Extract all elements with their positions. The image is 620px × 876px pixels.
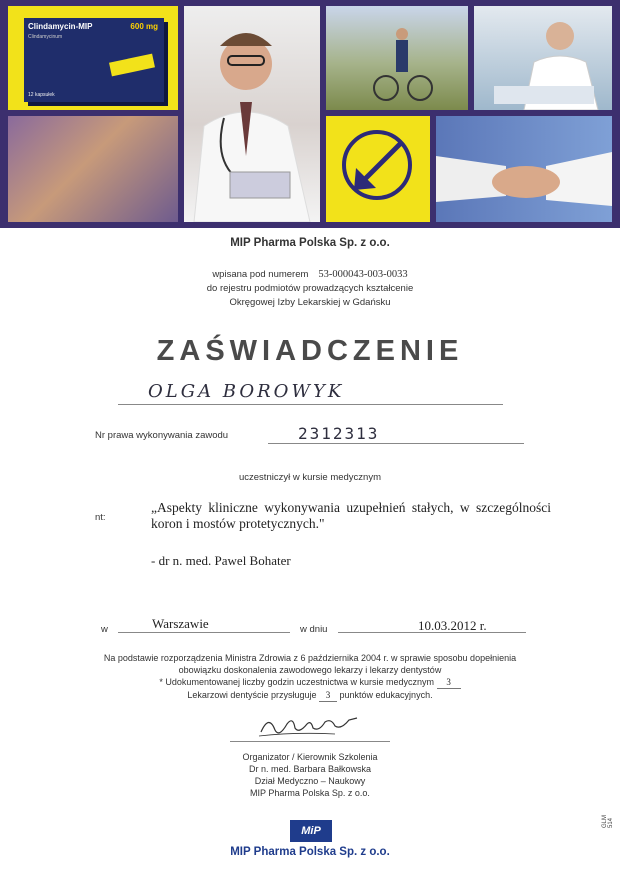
registration-line-2: do rejestru podmiotów prowadzących kształcenie — [206, 283, 414, 294]
points-suffix: punktów edukacyjnych. — [339, 690, 433, 700]
organizer-role: Organizator / Kierownik Szkolenia — [242, 752, 378, 762]
organizer-dept: Dział Medyczno – Naukowy — [254, 776, 366, 786]
organizer-block — [0, 751, 620, 799]
registration-number: 53-000043-003-0033 — [318, 269, 408, 280]
topic-label: nt: — [95, 512, 106, 523]
legal-line-3 — [0, 676, 620, 689]
signature — [255, 710, 365, 740]
points-value: 3 — [319, 689, 337, 702]
certificate-title: ZAŚWIADCZENIE — [156, 335, 464, 367]
family-photo — [8, 116, 178, 222]
place-label: w — [101, 624, 108, 635]
footer-company: MIP Pharma Polska Sp. z o.o. — [230, 846, 390, 858]
city: Warszawie — [152, 616, 209, 631]
date-label: w dniu — [300, 624, 328, 635]
arrow-circle-graphic — [326, 116, 430, 222]
doctor-illustration — [184, 6, 320, 222]
registration-line-1 — [0, 268, 620, 282]
package-substance: Clindamycinum — [28, 34, 63, 40]
handshake-illustration — [436, 116, 612, 222]
registration-block — [0, 268, 620, 310]
license-label: Nr prawa wykonywania zawodu — [95, 430, 229, 441]
handshake-photo — [436, 116, 612, 222]
doctor-photo — [184, 6, 320, 222]
package-count: 12 kapsułek — [28, 92, 55, 98]
hours-value: 3 — [437, 676, 461, 689]
legal-line-4 — [0, 689, 620, 702]
scientist-illustration — [474, 6, 612, 110]
hours-text: * Udokumentowanej liczby godzin uczestnictwa w kursie medycznym — [159, 677, 435, 687]
product-package-photo — [8, 6, 178, 110]
date-underline — [338, 632, 526, 633]
package-dose: 600 mg — [130, 22, 158, 31]
license-number: 2312313 — [298, 424, 380, 443]
signature-line — [230, 741, 390, 742]
medicine-box — [24, 18, 164, 102]
organizer-name: Dr n. med. Barbara Bałkowska — [248, 764, 372, 774]
package-stripe — [109, 54, 155, 77]
lab-scientist-photo — [474, 6, 612, 110]
package-brand: Clindamycin-MIP — [28, 22, 93, 31]
license-underline — [268, 443, 524, 444]
logo-text: MiP — [290, 820, 332, 842]
registration-line-3: Okręgowej Izby Lekarskiej w Gdańsku — [229, 297, 391, 308]
legal-line-2: obowiązku doskonalenia zawodowego lekarzy i lekarzy dentystów — [178, 665, 442, 675]
points-text: Lekarzowi dentyście przysługuje — [187, 690, 317, 700]
lecturer: - dr n. med. Pawel Bohater — [151, 553, 291, 568]
mip-logo — [290, 820, 332, 842]
city-underline — [118, 632, 290, 633]
legal-text — [0, 652, 620, 702]
cyclists-photo — [326, 6, 468, 110]
legal-line-1: Na podstawie rozporządzenia Ministra Zdrowia z 6 października 2004 r. w sprawie sposobu dopełnienia — [103, 653, 517, 663]
registration-text: wpisana pod numerem — [212, 269, 309, 280]
cyclists-illustration — [326, 6, 468, 110]
photo-banner — [0, 0, 620, 228]
course-topic: „Aspekty kliniczne wykonywania uzupełnień stałych, w szczególności koron i mostów protetycznych." — [151, 500, 551, 531]
company-name: MIP Pharma Polska Sp. z o.o. — [230, 237, 390, 249]
organizer-company: MIP Pharma Polska Sp. z o.o. — [250, 788, 370, 798]
participation-text: uczestniczył w kursie medycznym — [238, 472, 381, 483]
document-code: GLM 514 — [602, 814, 614, 828]
date: 10.03.2012 r. — [418, 618, 487, 633]
arrow-down-left-icon — [326, 116, 430, 222]
participant-name: OLGA BOROWYK — [148, 381, 345, 402]
name-underline — [118, 404, 503, 405]
